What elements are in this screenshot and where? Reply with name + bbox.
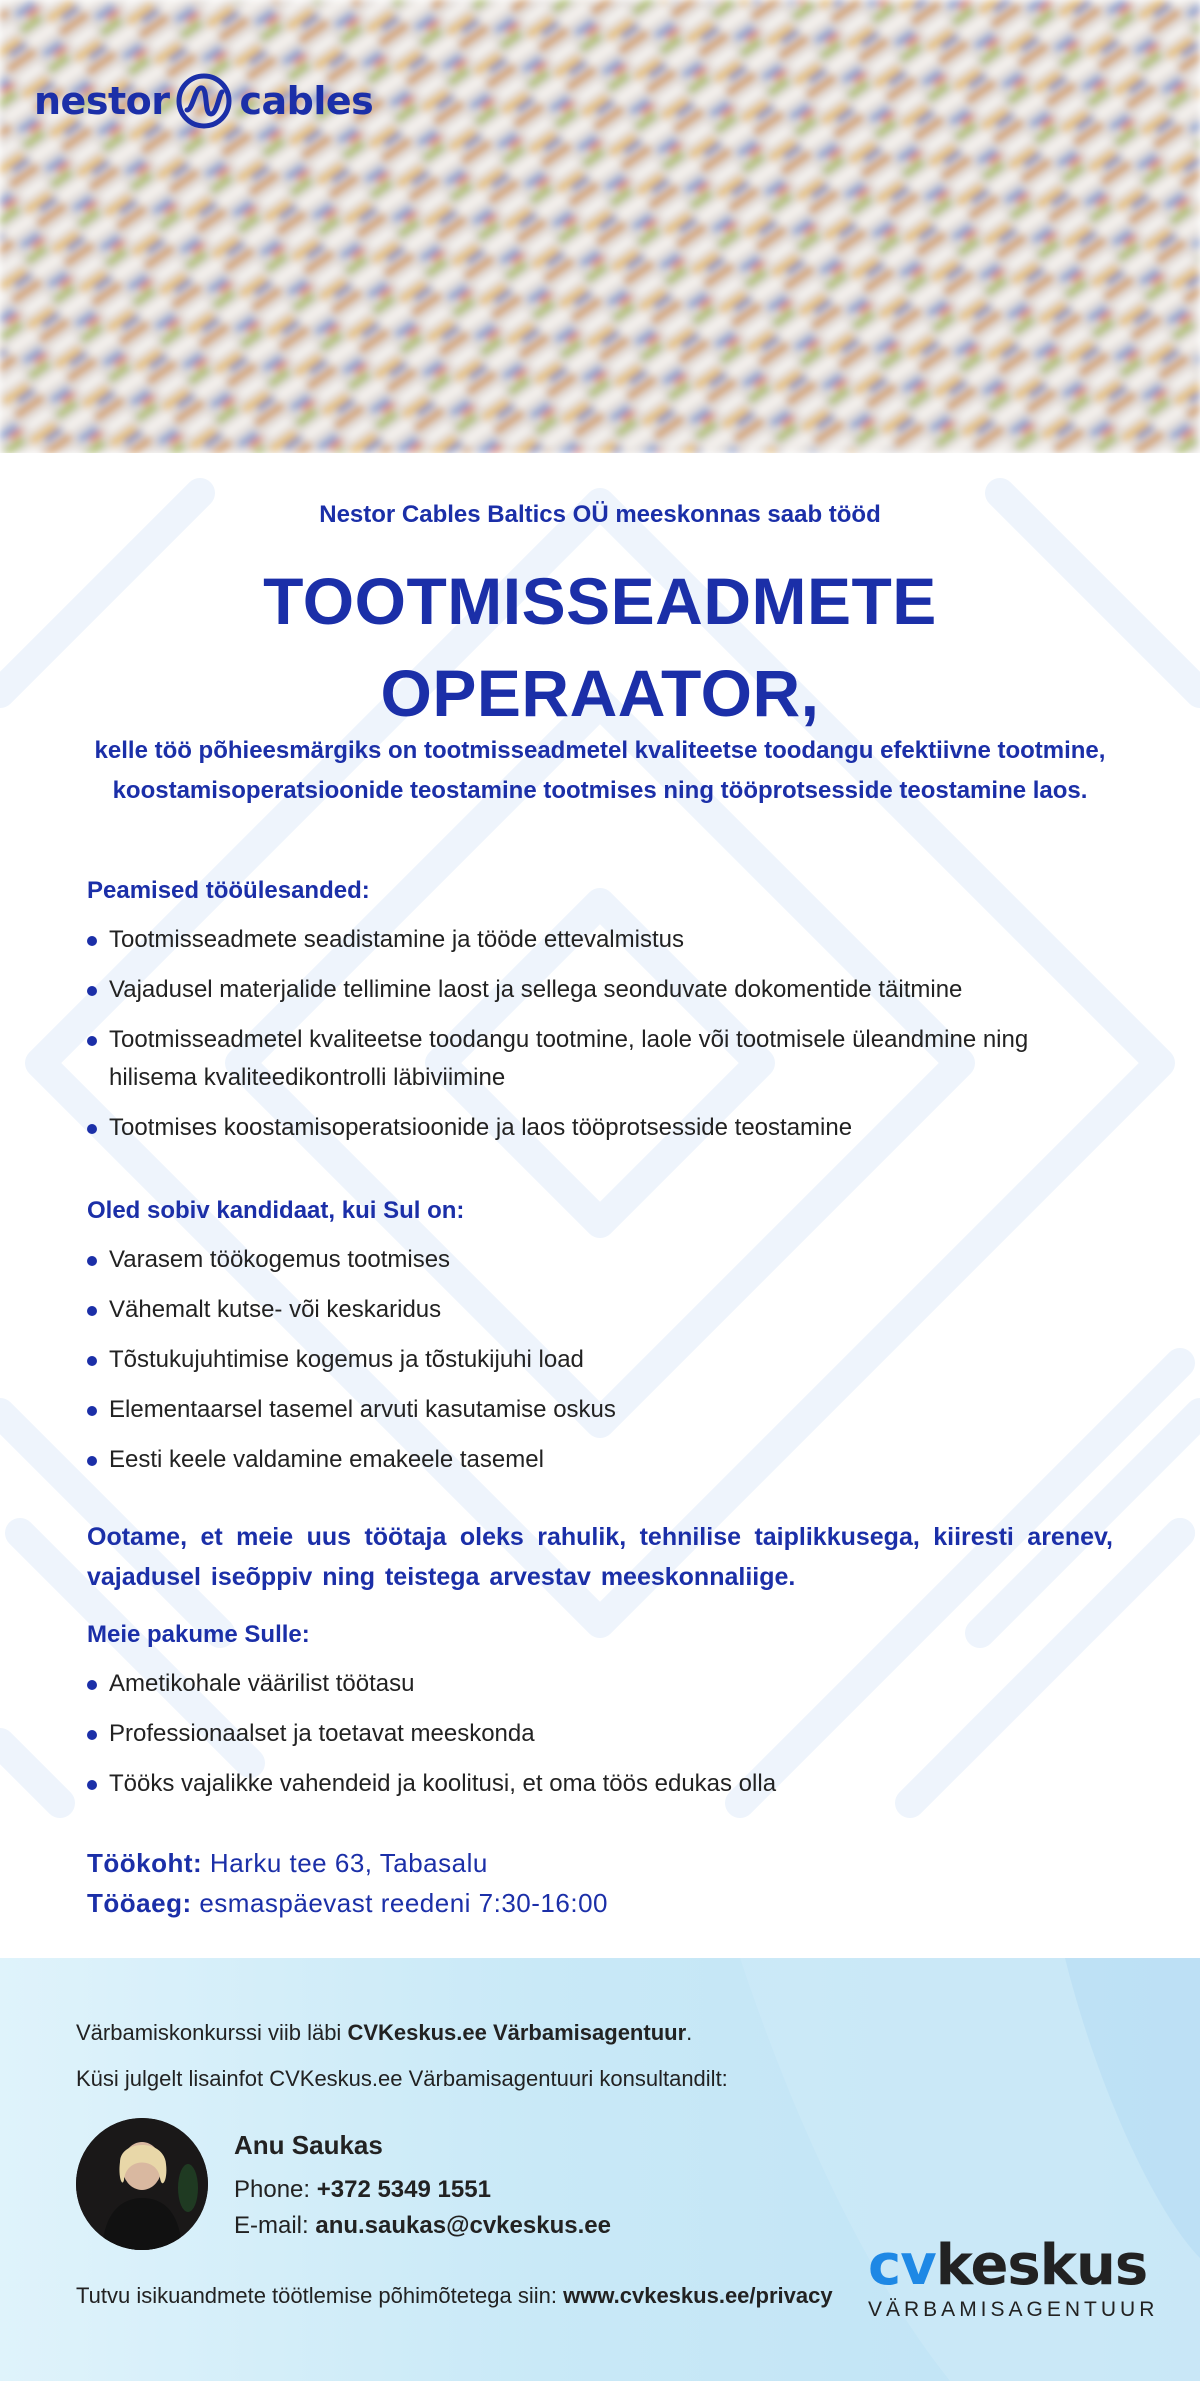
list-item: Varasem töökogemus tootmises [87,1241,1087,1279]
recruiter-line [76,2020,692,2046]
job-title-line2: OPERAATOR, [380,656,820,730]
cvkeskus-wordmark-cv: cv [868,2233,936,2298]
privacy-link[interactable]: www.cvkeskus.ee/privacy [563,2283,833,2308]
consultant-photo [76,2118,208,2250]
offer-list [87,1665,1087,1815]
phone-value[interactable]: +372 5349 1551 [316,2176,491,2203]
job-title-line1: TOOTMISSEADMETE [263,564,937,638]
list-item: Tõstukujuhtimise kogemus ja tõstukijuhi load [87,1341,1087,1379]
phone-label: Phone: [234,2176,317,2203]
hero-banner [0,0,1200,453]
privacy-prefix: Tutvu isikuandmete töötlemise põhimõtetega siin: [76,2283,564,2308]
consultant-avatar [76,2118,208,2250]
list-item: Professionaalset ja toetavat meeskonda [87,1715,1087,1753]
list-item: Tootmisseadmetel kvaliteetse toodangu tootmine, laole või tootmisele üleandmine ning hilisema kvaliteedikontrolli läbiviimine [87,1021,1087,1097]
recruiter-footer [0,1958,1200,2381]
list-item: Tootmisseadmete seadistamine ja tööde ettevalmistus [87,921,1087,959]
recruiter-line-suffix: . [686,2020,693,2045]
cvkeskus-logo [868,2233,1159,2322]
logo-word-left: nestor [34,79,170,123]
email-label: E-mail: [234,2212,316,2239]
logo-word-right: cables [239,79,374,123]
privacy-notice [76,2283,833,2309]
work-hours [87,1888,608,1919]
logo-wave-icon [175,72,233,130]
consultant-email [234,2212,611,2240]
work-hours-label: Tööaeg: [87,1888,192,1918]
work-location-value: Harku tee 63, Tabasalu [209,1848,488,1878]
recruiter-line-prefix: Värbamiskonkurssi viib läbi [76,2020,348,2045]
list-item: Vähemalt kutse- või keskaridus [87,1291,1087,1329]
cvkeskus-tagline: VÄRBAMISAGENTUUR [868,2298,1159,2321]
hero-background-image [0,0,1200,453]
tasks-heading: Peamised tööülesanded: [87,877,370,904]
company-intro: Nestor Cables Baltics OÜ meeskonnas saab tööd [319,501,881,528]
list-item: Tööks vajalikke vahendeid ja koolitusi, et oma töös edukas olla [87,1765,1087,1803]
ideal-candidate-text: Ootame, et meie uus töötaja oleks rahulik, tehnilise taiplikkusega, kiiresti arenev, vajadusel iseõppiv ning teistega arvestav meeskonnaliige. [87,1523,1113,1591]
recruiter-agency-name: CVKeskus.ee Värbamisagentuur [347,2020,687,2045]
work-hours-value: esmaspäevast reedeni 7:30-16:00 [199,1888,608,1918]
email-value[interactable]: anu.saukas@cvkeskus.ee [315,2212,611,2239]
list-item: Tootmises koostamisoperatsioonide ja laos tööprotsesside teostamine [87,1109,1087,1147]
work-location [87,1848,488,1879]
job-summary: kelle töö põhieesmärgiks on tootmisseadmetel kvaliteetse toodangu efektiivne tootmine, koostamisoperatsioonide teostamine tootmises ning tööprotsesside teostamine laos. [94,737,1106,804]
consultant-name: Anu Saukas [234,2130,383,2160]
consultant-phone [234,2176,491,2204]
cvkeskus-wordmark-keskus: keskus [935,2233,1148,2298]
offer-heading: Meie pakume Sulle: [87,1621,310,1648]
list-item: Elementaarsel tasemel arvuti kasutamise oskus [87,1391,1087,1429]
nestor-cables-logo [34,72,373,130]
requirements-list [87,1241,1087,1491]
tasks-list [87,921,1087,1159]
job-title [87,555,1113,739]
job-ad-body [0,453,1200,1958]
work-location-label: Töökoht: [87,1848,203,1878]
list-item: Eesti keele valdamine emakeele tasemel [87,1441,1087,1479]
contact-invite: Küsi julgelt lisainfot CVKeskus.ee Värbamisagentuuri konsultandilt: [76,2066,728,2091]
list-item: Ametikohale väärilist töötasu [87,1665,1087,1703]
requirements-heading: Oled sobiv kandidaat, kui Sul on: [87,1197,465,1224]
list-item: Vajadusel materjalide tellimine laost ja sellega seonduvate dokomentide täitmine [87,971,1087,1009]
cvkeskus-wordmark [868,2233,1158,2298]
